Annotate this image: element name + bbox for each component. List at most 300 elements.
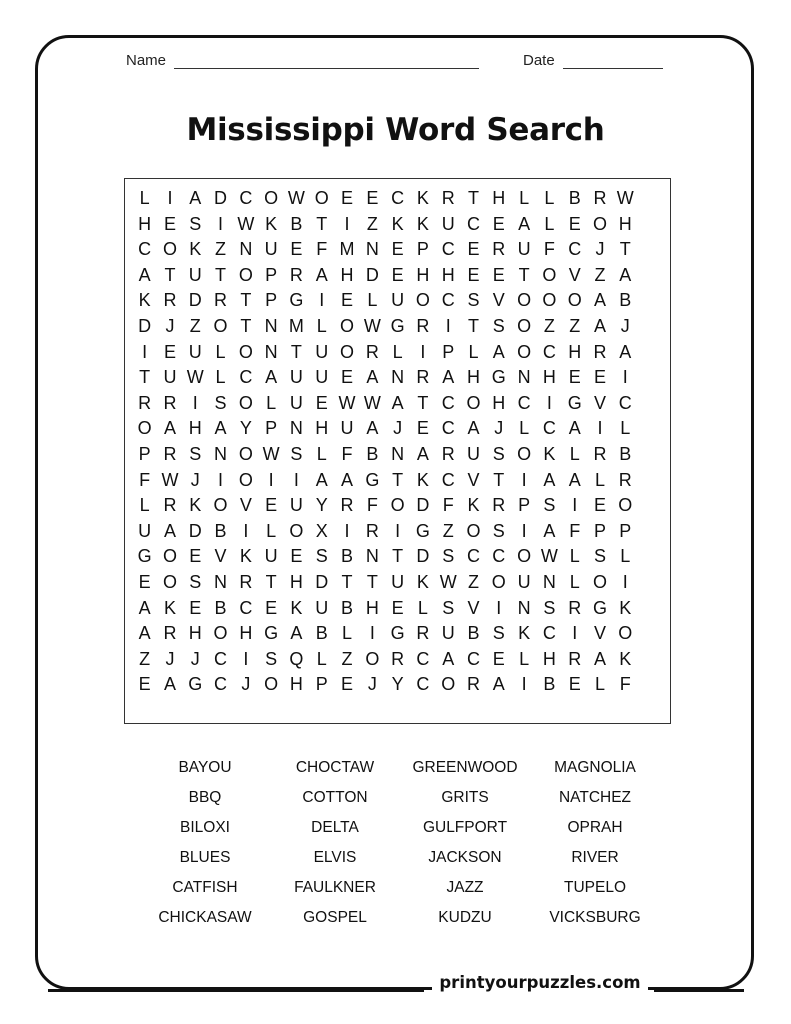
grid-letter: O <box>213 495 228 516</box>
grid-letter: I <box>597 418 603 439</box>
grid-letter: H <box>138 213 152 234</box>
grid-letter: A <box>265 367 278 388</box>
grid-letter: H <box>618 213 632 234</box>
grid-letter: O <box>264 674 279 695</box>
grid-letter: S <box>189 571 202 592</box>
grid-letter: O <box>289 520 304 541</box>
grid-letter: C <box>542 418 556 439</box>
word-list-item: ELVIS <box>313 849 357 866</box>
grid-letter: A <box>214 418 227 439</box>
grid-letter: A <box>543 520 556 541</box>
grid-letter: C <box>441 418 455 439</box>
grid-letter: B <box>543 674 556 695</box>
word-list-item: FAULKNER <box>294 879 376 896</box>
page-title: Mississippi Word Search <box>186 112 605 148</box>
grid-letter: K <box>239 546 252 567</box>
grid-letter: K <box>518 623 531 644</box>
grid-letter: U <box>289 367 303 388</box>
grid-letter: R <box>467 674 480 695</box>
grid-letter: G <box>264 623 279 644</box>
grid-letter: L <box>139 495 150 516</box>
grid-letter: R <box>163 443 177 464</box>
grid-letter: F <box>442 495 454 516</box>
word-list-item: CHOCTAW <box>295 759 375 776</box>
grid-letter: S <box>593 546 606 567</box>
grid-letter: R <box>163 392 177 413</box>
grid-letter: R <box>441 188 455 208</box>
grid-letter: A <box>568 469 581 490</box>
word-list-item: JAZZ <box>446 879 484 896</box>
grid-letter: C <box>568 239 582 260</box>
grid-letter: O <box>238 392 253 413</box>
grid-letter: V <box>568 264 581 285</box>
grid-letter: A <box>543 469 556 490</box>
grid-letter: W <box>616 188 634 208</box>
grid-letter: E <box>391 597 404 618</box>
grid-letter: J <box>367 674 377 695</box>
grid-letter: H <box>568 341 582 362</box>
grid-letter: S <box>467 290 480 311</box>
grid-letter: U <box>138 520 152 541</box>
grid-letter: R <box>568 648 582 669</box>
grid-letter: I <box>521 520 527 541</box>
grid-letter: S <box>442 546 455 567</box>
grid-letter: A <box>518 213 531 234</box>
word-list-item: VICKSBURG <box>549 909 641 926</box>
grid-letter: T <box>215 264 227 285</box>
grid-letter: C <box>239 597 253 618</box>
grid-letter: U <box>188 341 202 362</box>
grid-letter: J <box>241 674 251 695</box>
grid-letter: F <box>139 469 151 490</box>
grid-letter: A <box>442 648 455 669</box>
grid-letter: V <box>593 392 606 413</box>
grid-letter: Z <box>139 648 151 669</box>
grid-letter: H <box>467 367 480 388</box>
grid-letter: F <box>619 674 631 695</box>
grid-letter: E <box>290 239 303 260</box>
footer-site: printyourpuzzles.com <box>432 973 648 992</box>
grid-letter: U <box>264 546 278 567</box>
grid-letter: C <box>492 546 506 567</box>
grid-letter: U <box>163 367 177 388</box>
grid-letter: J <box>494 418 504 439</box>
grid-letter: Y <box>239 418 252 439</box>
grid-letter: N <box>264 315 278 336</box>
grid-letter: S <box>265 648 278 669</box>
grid-letter: C <box>441 469 455 490</box>
word-list-item: OPRAH <box>567 819 623 836</box>
grid-letter: H <box>542 367 556 388</box>
grid-letter: E <box>593 495 606 516</box>
grid-letter: A <box>366 367 379 388</box>
grid-letter: P <box>265 264 278 285</box>
grid-letter: A <box>138 264 151 285</box>
grid-letter: P <box>315 674 328 695</box>
grid-letter: V <box>214 546 227 567</box>
grid-letter: R <box>492 495 506 516</box>
grid-letter: O <box>567 290 582 311</box>
grid-letter: C <box>467 648 480 669</box>
grid-letter: N <box>264 341 278 362</box>
grid-letter: Z <box>468 571 479 592</box>
grid-letter: E <box>593 367 606 388</box>
date-field <box>523 52 663 69</box>
grid-letter: M <box>288 315 304 336</box>
grid-letter: S <box>189 213 202 234</box>
word-list-item: GRITS <box>441 789 489 806</box>
grid-letter: C <box>214 648 228 669</box>
grid-letter: K <box>391 213 404 234</box>
grid-letter: N <box>214 571 228 592</box>
word-list-item: CHICKASAW <box>158 909 252 926</box>
grid-letter: H <box>289 571 303 592</box>
grid-letter: Y <box>391 674 404 695</box>
grid-letter: R <box>593 341 607 362</box>
grid-letter: W <box>439 571 457 592</box>
grid-letter: T <box>518 264 530 285</box>
grid-letter: R <box>365 520 379 541</box>
grid-letter: U <box>289 495 303 516</box>
grid-letter: O <box>213 623 228 644</box>
grid-letter: C <box>138 239 152 260</box>
grid-letter: N <box>391 443 405 464</box>
grid-letter: T <box>240 315 252 336</box>
grid-letter: I <box>572 495 578 516</box>
grid-letter: P <box>265 418 278 439</box>
grid-letter: A <box>290 623 303 644</box>
grid-letter: E <box>315 392 328 413</box>
grid-letter: E <box>366 188 379 208</box>
grid-letter: L <box>316 648 327 669</box>
grid-letter: R <box>593 188 607 208</box>
grid-letter: E <box>138 571 151 592</box>
grid-letter: A <box>416 443 429 464</box>
grid-letter: A <box>619 341 632 362</box>
grid-letter: A <box>593 648 606 669</box>
grid-letter: T <box>139 367 151 388</box>
grid-letter: T <box>619 239 631 260</box>
grid-letter: R <box>416 315 430 336</box>
grid-letter: V <box>593 623 606 644</box>
grid-letter: H <box>315 418 329 439</box>
grid-letter: T <box>493 469 505 490</box>
grid-letter: A <box>163 674 176 695</box>
grid-letter: O <box>517 315 532 336</box>
grid-letter: R <box>163 495 177 516</box>
puzzle-grid <box>124 178 671 724</box>
grid-letter: O <box>466 520 481 541</box>
grid-letter: O <box>238 341 253 362</box>
grid-letter: O <box>415 290 430 311</box>
grid-letter: E <box>568 367 581 388</box>
grid-letter: P <box>619 520 632 541</box>
grid-letter: O <box>517 290 532 311</box>
grid-letter: S <box>543 597 556 618</box>
grid-letter: L <box>215 367 226 388</box>
grid-letter: R <box>214 290 228 311</box>
word-list-item: BAYOU <box>178 759 232 776</box>
footer-rule-left <box>48 989 424 992</box>
grid-letter: E <box>391 264 404 285</box>
grid-letter: P <box>518 495 531 516</box>
grid-letter: K <box>467 495 480 516</box>
grid-letter: G <box>390 623 405 644</box>
grid-letter: P <box>416 239 429 260</box>
grid-letter: U <box>264 239 278 260</box>
grid-letter: E <box>341 290 354 311</box>
grid-letter: A <box>189 188 202 208</box>
grid-letter: O <box>162 546 177 567</box>
grid-letter: U <box>517 239 531 260</box>
grid-letter: O <box>137 418 152 439</box>
grid-letter: Z <box>569 315 581 336</box>
word-list-item: GOSPEL <box>303 909 367 926</box>
grid-letter: A <box>442 367 455 388</box>
grid-letter: S <box>290 443 303 464</box>
grid-letter: E <box>189 546 202 567</box>
grid-letter: R <box>289 264 303 285</box>
grid-letter: S <box>492 623 505 644</box>
grid-letter: D <box>138 315 152 336</box>
grid-letter: W <box>237 213 255 234</box>
grid-letter: A <box>568 418 581 439</box>
grid-letter: O <box>517 546 532 567</box>
grid-letter: U <box>315 341 329 362</box>
grid-letter: D <box>416 546 430 567</box>
grid-letter: C <box>542 341 556 362</box>
grid-letter: L <box>215 341 226 362</box>
grid-letter: U <box>467 443 480 464</box>
grid-letter: C <box>239 188 253 208</box>
grid-letter: Y <box>315 495 328 516</box>
grid-letter: I <box>192 392 198 413</box>
grid-letter: H <box>492 188 506 208</box>
grid-letter: B <box>315 623 328 644</box>
grid-letter: T <box>265 571 277 592</box>
grid-letter: T <box>417 392 429 413</box>
grid-letter: N <box>239 239 253 260</box>
grid-letter: K <box>416 188 429 208</box>
grid-letter: E <box>265 597 278 618</box>
grid-letter: F <box>341 443 353 464</box>
grid-letter: T <box>366 571 378 592</box>
grid-letter: L <box>392 341 403 362</box>
grid-letter: R <box>163 290 177 311</box>
grid-letter: U <box>315 597 329 618</box>
grid-letter: Q <box>289 648 304 669</box>
grid-letter: C <box>542 623 556 644</box>
grid-letter: O <box>466 392 481 413</box>
grid-letter: A <box>492 674 505 695</box>
grid-letter: I <box>572 623 578 644</box>
grid-letter: Z <box>215 239 227 260</box>
grid-letter: Z <box>442 520 454 541</box>
grid-letter: L <box>620 546 631 567</box>
grid-letter: O <box>592 571 607 592</box>
word-list-item: NATCHEZ <box>558 789 632 806</box>
grid-letter: E <box>492 264 505 285</box>
grid-letter: S <box>189 443 202 464</box>
grid-letter: L <box>316 443 327 464</box>
grid-letter: F <box>366 495 378 516</box>
grid-letter: H <box>441 264 455 285</box>
grid-letter: R <box>568 597 582 618</box>
grid-letter: U <box>391 290 405 311</box>
grid-letter: U <box>315 367 329 388</box>
grid-letter: E <box>492 648 505 669</box>
grid-letter: G <box>390 315 405 336</box>
grid-letter: B <box>619 290 632 311</box>
grid-letter: L <box>266 520 277 541</box>
grid-letter: E <box>265 495 278 516</box>
grid-letter: L <box>594 469 605 490</box>
grid-letter: A <box>341 469 354 490</box>
grid-letter: K <box>189 239 202 260</box>
grid-letter: H <box>340 264 354 285</box>
grid-letter: K <box>163 597 176 618</box>
grid-letter: S <box>315 546 328 567</box>
grid-letter: I <box>293 469 299 490</box>
grid-letter: I <box>622 367 628 388</box>
grid-letter: W <box>287 188 305 208</box>
word-list-item: KUDZU <box>438 909 492 926</box>
grid-letter: E <box>290 546 303 567</box>
grid-letter: V <box>492 290 505 311</box>
grid-letter: O <box>618 495 633 516</box>
grid-letter: H <box>188 418 202 439</box>
grid-letter: S <box>543 495 556 516</box>
grid-letter: O <box>542 264 557 285</box>
grid-letter: E <box>163 213 176 234</box>
grid-letter: L <box>519 418 530 439</box>
grid-letter: E <box>138 674 151 695</box>
grid-letter: L <box>316 315 327 336</box>
grid-letter: B <box>568 188 581 208</box>
grid-letter: L <box>367 290 378 311</box>
grid-letter: O <box>618 623 633 644</box>
grid-letter: P <box>265 290 278 311</box>
grid-letter: D <box>416 495 430 516</box>
grid-letter: A <box>467 418 480 439</box>
grid-letter: K <box>416 469 429 490</box>
grid-letter: B <box>619 443 632 464</box>
grid-letter: H <box>239 623 253 644</box>
grid-letter: G <box>188 674 203 695</box>
grid-letter: O <box>441 674 456 695</box>
grid-letter: P <box>138 443 151 464</box>
grid-letter: E <box>341 674 354 695</box>
grid-letter: N <box>214 443 228 464</box>
grid-letter: F <box>569 520 581 541</box>
grid-letter: E <box>341 367 354 388</box>
grid-letter: E <box>416 418 429 439</box>
grid-letter: E <box>467 239 480 260</box>
grid-letter: C <box>618 392 632 413</box>
grid-letter: I <box>445 315 451 336</box>
grid-letter: L <box>266 392 277 413</box>
grid-letter: X <box>315 520 328 541</box>
grid-letter: G <box>567 392 582 413</box>
grid-letter: A <box>391 392 404 413</box>
grid-letter: L <box>468 341 479 362</box>
grid-letter: I <box>319 290 325 311</box>
grid-letter: V <box>467 597 480 618</box>
grid-letter: I <box>521 469 527 490</box>
grid-letter: H <box>416 264 430 285</box>
grid-letter: J <box>190 648 200 669</box>
grid-letter: B <box>366 443 379 464</box>
grid-letter: L <box>569 546 580 567</box>
word-list-item: GREENWOOD <box>412 759 518 776</box>
grid-letter: I <box>142 341 148 362</box>
grid-letter: E <box>568 213 581 234</box>
grid-letter: R <box>391 648 405 669</box>
name-label: Name <box>126 52 167 69</box>
grid-letter: C <box>441 239 455 260</box>
grid-letter: N <box>365 239 379 260</box>
grid-letter: R <box>441 443 455 464</box>
word-list-item: BILOXI <box>180 819 230 836</box>
grid-letter: E <box>492 213 505 234</box>
grid-letter: U <box>340 418 354 439</box>
grid-letter: E <box>568 674 581 695</box>
grid-letter: S <box>214 392 227 413</box>
grid-letter: I <box>243 648 249 669</box>
word-list-item: CATFISH <box>172 879 238 896</box>
grid-letter: T <box>341 571 353 592</box>
grid-letter: O <box>491 571 506 592</box>
grid-letter: L <box>544 213 555 234</box>
grid-letter: K <box>416 213 429 234</box>
grid-letter: A <box>138 623 151 644</box>
grid-letter: R <box>239 571 253 592</box>
grid-letter: O <box>213 315 228 336</box>
grid-letter: S <box>442 597 455 618</box>
grid-letter: N <box>517 367 531 388</box>
grid-letter: K <box>619 648 632 669</box>
word-list-item: GULFPORT <box>422 819 508 836</box>
grid-letter: O <box>517 341 532 362</box>
grid-letter: Z <box>341 648 353 669</box>
grid-letter: G <box>137 546 152 567</box>
grid-letter: T <box>316 213 328 234</box>
grid-letter: T <box>468 315 479 336</box>
grid-letter: I <box>268 469 274 490</box>
grid-letter: C <box>214 674 228 695</box>
grid-letter: O <box>238 469 253 490</box>
name-line <box>174 54 479 69</box>
grid-letter: J <box>393 418 403 439</box>
grid-letter: R <box>416 367 430 388</box>
grid-letter: J <box>165 648 175 669</box>
grid-letter: I <box>521 674 527 695</box>
grid-letter: O <box>340 341 355 362</box>
grid-letter: W <box>338 392 356 413</box>
grid-letter: I <box>369 623 375 644</box>
grid-letter: L <box>417 597 428 618</box>
grid-letter: I <box>218 213 224 234</box>
grid-letter: L <box>342 623 353 644</box>
grid-letter: G <box>592 597 607 618</box>
grid-letter: C <box>441 392 455 413</box>
grid-letter: E <box>163 341 176 362</box>
grid-letter: C <box>416 674 430 695</box>
grid-letter: M <box>339 239 355 260</box>
grid-letter: U <box>188 264 202 285</box>
word-list-item: DELTA <box>311 819 359 836</box>
grid-letter: V <box>467 469 480 490</box>
